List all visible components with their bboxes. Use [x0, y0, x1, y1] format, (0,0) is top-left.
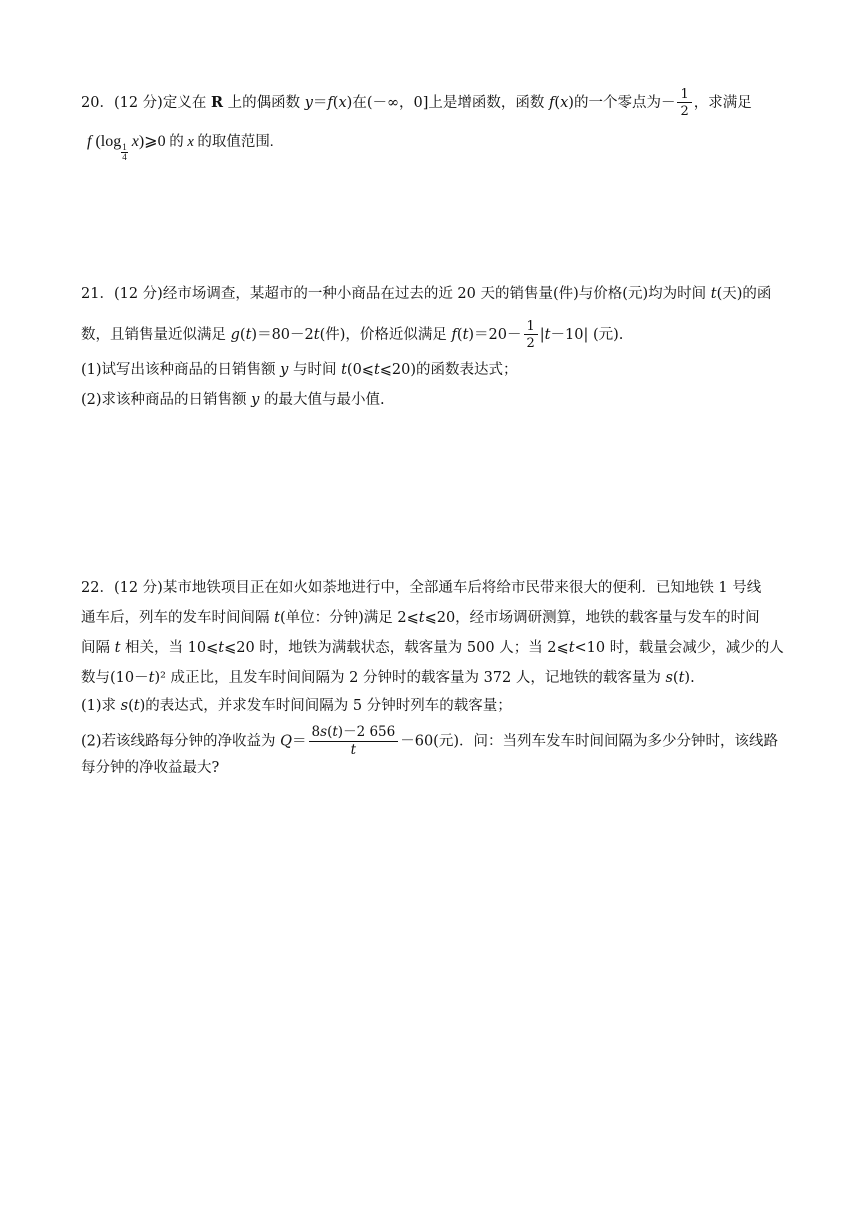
fraction-one-half: $\frac{1}{2}$ [677, 88, 691, 118]
problem-22-question-2: (2)若该线路每分钟的净收益为 Q＝ $\frac{8s(t)-2 656}{t}$ －60(元)．问：当列车发车时间间隔为多少分钟时，该线路 [81, 724, 778, 758]
problem-22-line-4: 数与(10－t)² 成正比，且发车时间间隔为 2 分钟时的载客量为 372 人，记地铁的载客量为 s(t). [81, 670, 695, 686]
log-base-quarter: $\frac{1}{4}$ [122, 142, 127, 162]
problem-22-question-2-cont: 每分钟的净收益最大? [81, 760, 220, 776]
problem-21-question-2: (2)求该种商品的日销售额 y 的最大值与最小值. [81, 392, 385, 408]
problem-21-line-1: 21．(12 分)经市场调查，某超市的一种小商品在过去的近 20 天的销售量(件)与价格(元)均为时间 t(天)的函 [81, 286, 772, 302]
fraction-one-half: $\frac{1}{2}$ [524, 320, 538, 350]
problem-21-question-1: (1)试写出该种商品的日销售额 y 与时间 t(0⩽t⩽20)的函数表达式； [81, 362, 518, 378]
problem-20-line-1: 20．(12 分)定义在 R 上的偶函数 y＝f(x)在(－∞，0]上是增函数，函数 f(x)的一个零点为－ $\frac{1}{2}$ ，求满足 [81, 87, 752, 119]
fraction-net-revenue: $\frac{8s(t)-2 656}{t}$ [309, 726, 399, 757]
problem-20-line-2: f (log $\frac{1}{4}$ x)⩾0 的 x 的取值范围. [87, 133, 274, 162]
problem-21-line-2: 数，且销售量近似满足 g(t)＝80－2t(件)，价格近似满足 f(t)＝20－ $\frac{1}{2}$ |t－10| (元). [81, 319, 624, 351]
problem-22-line-3: 间隔 t 相关，当 10⩽t⩽20 时，地铁为满载状态，载客量为 500 人；当 2⩽t<10 时，载量会减少，减少的人 [81, 640, 784, 656]
problem-22-question-1: (1)求 s(t)的表达式，并求发车时间间隔为 5 分钟时列车的载客量； [81, 698, 512, 714]
problem-22-line-2: 通车后，列车的发车时间间隔 t(单位：分钟)满足 2⩽t⩽20，经市场调研测算，地铁的载客量与发车的时间 [81, 610, 760, 626]
problem-22-line-1: 22．(12 分)某市地铁项目正在如火如荼地进行中，全部通车后将给市民带来很大的便利．已知地铁 1 号线 [81, 580, 762, 596]
